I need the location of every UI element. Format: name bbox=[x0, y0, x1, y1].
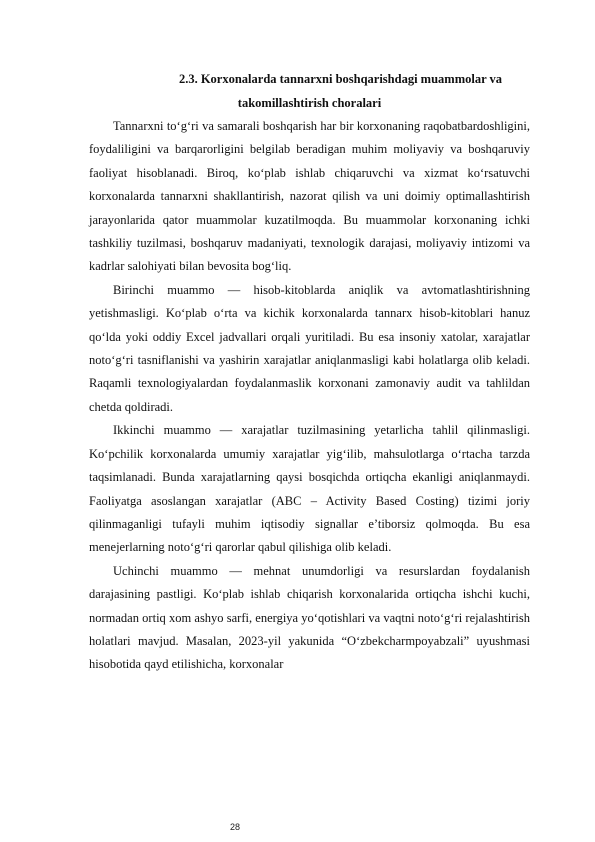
document-page bbox=[89, 68, 530, 677]
section-heading bbox=[89, 68, 530, 115]
paragraph-first-problem: Birinchi muammo — hisob-kitoblarda aniqlik va avtomatlashtirishning yetishmasligi. Ko‘plab o‘rta va kichik korxonalarda tannarx hisob-kitoblari hanuz qo‘lda yoki oddiy Excel jadvallari orqali yuritiladi. Bu esa insoniy xatolar, xarajatlar noto‘g‘ri tasniflanishi va yashirin xarajatlar aniqlanmasligi kabi holatlarga olib keladi. Raqamli texnologiyalardan foydalanmaslik korxonani zamonaviy audit va tahlildan chetda qoldiradi. bbox=[89, 282, 530, 414]
paragraph-third-problem: Uchinchi muammo — mehnat unumdorligi va resurslardan foydalanish darajasining pastligi. Ko‘plab ishlab chiqarish korxonalarida ortiqcha ishchi kuchi, normadan ortiq xom ashyo sarfi, energiya yo‘qotishlari va vaqtni noto‘g‘ri rejalashtirish holatlari mavjud. Masalan, 2023-yil yakunida “O‘zbekcharmpoyabzali” uyushmasi hisobotida qayd etilishicha, korxonalar bbox=[89, 563, 530, 672]
paragraph-second-problem: Ikkinchi muammo — xarajatlar tuzilmasining yetarlicha tahlil qilinmasligi. Ko‘pchilik korxonalarda umumiy xarajatlar yig‘ilib, mahsulotlarga o‘rtacha tarzda taqsimlanadi. Bunda xarajatlarning qaysi bosqichda ortiqcha ekanligi aniqlanmaydi. Faoliyatga asoslangan xarajatlar (ABC – Activity Based Costing) tizimi joriy qilinmaganligi tufayli muhim iqtisodiy signallar e’tiborsiz qolmoqda. Bu esa menejerlarning noto‘g‘ri qarorlar qabul qilishiga olib keladi. bbox=[89, 423, 530, 555]
section-heading-line-1: 2.3. Korxonalarda tannarxni boshqarishdagi muammolar va bbox=[178, 72, 503, 86]
paragraph-intro: Tannarxni to‘g‘ri va samarali boshqarish har bir korxonaning raqobatbardoshligini, foydaliligini va barqarorligini belgilab beradigan muhim moliyaviy va boshqaruviy faoliyat hisoblanadi. Biroq, ko‘plab ishlab chiqaruvchi va xizmat ko‘rsatuvchi korxonalarda tannarxni shakllantirish, nazorat qilish va uni doimiy optimallashtirish jarayonlarida qator muammolar kuzatilmoqda. Bu muammolar korxonaning ichki tashkiliy tuzilmasi, boshqaruv madaniyati, texnologik darajasi, moliyaviy intizomi va kadrlar salohiyati bilan bevosita bog‘liq. bbox=[89, 119, 530, 274]
section-heading-line-2: takomillashtirish choralari bbox=[237, 95, 382, 110]
page-number: 28 bbox=[229, 822, 240, 832]
